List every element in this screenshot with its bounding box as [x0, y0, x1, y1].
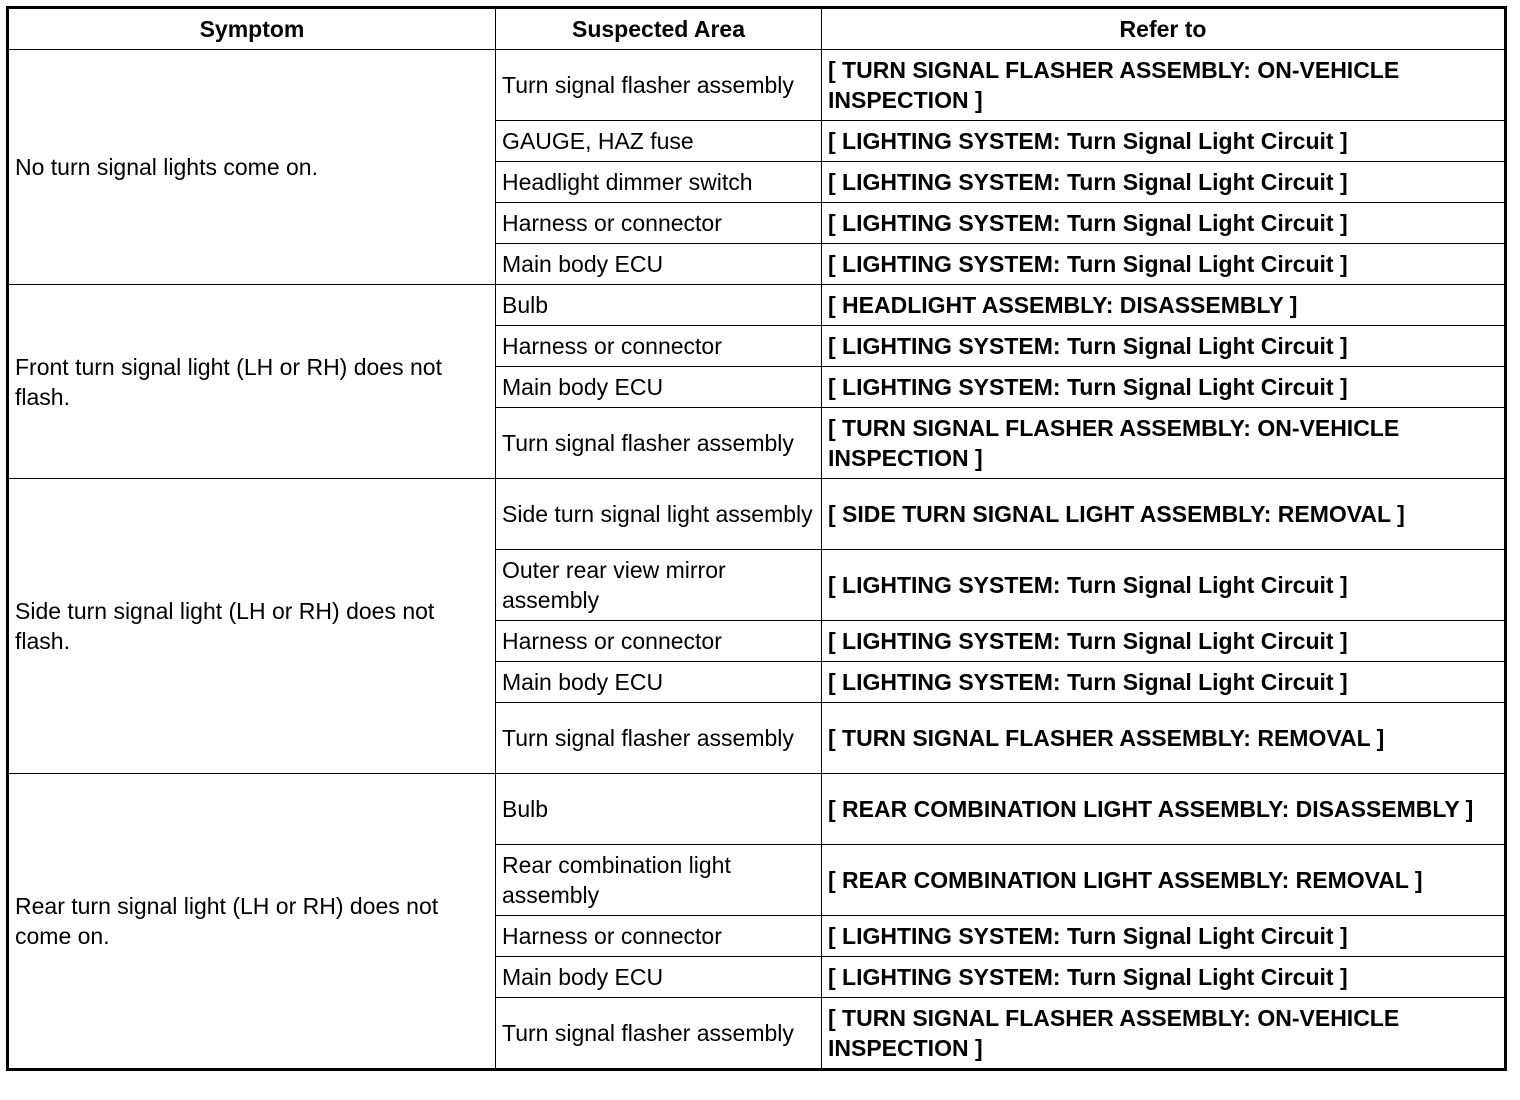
refer-to-link[interactable]: [ SIDE TURN SIGNAL LIGHT ASSEMBLY: REMOVAL ] [822, 479, 1506, 550]
symptom-cell: Side turn signal light (LH or RH) does not flash. [8, 479, 496, 774]
refer-to-link[interactable]: [ LIGHTING SYSTEM: Turn Signal Light Circuit ] [822, 662, 1506, 703]
suspected-area-cell: Main body ECU [496, 367, 822, 408]
table-row [8, 285, 1506, 326]
refer-to-link[interactable]: [ TURN SIGNAL FLASHER ASSEMBLY: REMOVAL ] [822, 703, 1506, 774]
refer-to-link[interactable]: [ LIGHTING SYSTEM: Turn Signal Light Circuit ] [822, 326, 1506, 367]
suspected-area-cell: Bulb [496, 285, 822, 326]
suspected-area-cell: Turn signal flasher assembly [496, 408, 822, 479]
refer-to-link[interactable]: [ LIGHTING SYSTEM: Turn Signal Light Circuit ] [822, 162, 1506, 203]
symptom-cell: No turn signal lights come on. [8, 50, 496, 285]
suspected-area-cell: Harness or connector [496, 203, 822, 244]
refer-to-link[interactable]: [ TURN SIGNAL FLASHER ASSEMBLY: ON-VEHICLE INSPECTION ] [822, 50, 1506, 121]
table-header [8, 8, 1506, 50]
header-row [8, 8, 1506, 50]
refer-to-link[interactable]: [ LIGHTING SYSTEM: Turn Signal Light Circuit ] [822, 621, 1506, 662]
refer-to-link[interactable]: [ REAR COMBINATION LIGHT ASSEMBLY: DISASSEMBLY ] [822, 774, 1506, 845]
suspected-area-cell: Main body ECU [496, 244, 822, 285]
suspected-area-cell: Rear combination light assembly [496, 845, 822, 916]
suspected-area-cell: Turn signal flasher assembly [496, 998, 822, 1070]
suspected-area-cell: Outer rear view mirror assembly [496, 550, 822, 621]
troubleshooting-table [6, 6, 1507, 1071]
table-row [8, 479, 1506, 550]
table-row [8, 774, 1506, 845]
refer-to-link[interactable]: [ LIGHTING SYSTEM: Turn Signal Light Circuit ] [822, 244, 1506, 285]
suspected-area-cell: Main body ECU [496, 662, 822, 703]
refer-to-link[interactable]: [ HEADLIGHT ASSEMBLY: DISASSEMBLY ] [822, 285, 1506, 326]
suspected-area-cell: Side turn signal light assembly [496, 479, 822, 550]
suspected-area-cell: Harness or connector [496, 916, 822, 957]
symptom-cell: Rear turn signal light (LH or RH) does not come on. [8, 774, 496, 1070]
header-suspected-area: Suspected Area [496, 8, 822, 50]
refer-to-link[interactable]: [ TURN SIGNAL FLASHER ASSEMBLY: ON-VEHICLE INSPECTION ] [822, 998, 1506, 1070]
suspected-area-cell: Bulb [496, 774, 822, 845]
refer-to-link[interactable]: [ LIGHTING SYSTEM: Turn Signal Light Circuit ] [822, 121, 1506, 162]
suspected-area-cell: Turn signal flasher assembly [496, 50, 822, 121]
suspected-area-cell: GAUGE, HAZ fuse [496, 121, 822, 162]
suspected-area-cell: Harness or connector [496, 326, 822, 367]
refer-to-link[interactable]: [ REAR COMBINATION LIGHT ASSEMBLY: REMOVAL ] [822, 845, 1506, 916]
table-row [8, 50, 1506, 121]
header-symptom: Symptom [8, 8, 496, 50]
refer-to-link[interactable]: [ LIGHTING SYSTEM: Turn Signal Light Circuit ] [822, 550, 1506, 621]
suspected-area-cell: Headlight dimmer switch [496, 162, 822, 203]
table-body [8, 50, 1506, 1070]
symptom-cell: Front turn signal light (LH or RH) does not flash. [8, 285, 496, 479]
header-refer-to: Refer to [822, 8, 1506, 50]
refer-to-link[interactable]: [ LIGHTING SYSTEM: Turn Signal Light Circuit ] [822, 203, 1506, 244]
refer-to-link[interactable]: [ LIGHTING SYSTEM: Turn Signal Light Circuit ] [822, 957, 1506, 998]
suspected-area-cell: Main body ECU [496, 957, 822, 998]
refer-to-link[interactable]: [ TURN SIGNAL FLASHER ASSEMBLY: ON-VEHICLE INSPECTION ] [822, 408, 1506, 479]
suspected-area-cell: Harness or connector [496, 621, 822, 662]
refer-to-link[interactable]: [ LIGHTING SYSTEM: Turn Signal Light Circuit ] [822, 916, 1506, 957]
refer-to-link[interactable]: [ LIGHTING SYSTEM: Turn Signal Light Circuit ] [822, 367, 1506, 408]
suspected-area-cell: Turn signal flasher assembly [496, 703, 822, 774]
